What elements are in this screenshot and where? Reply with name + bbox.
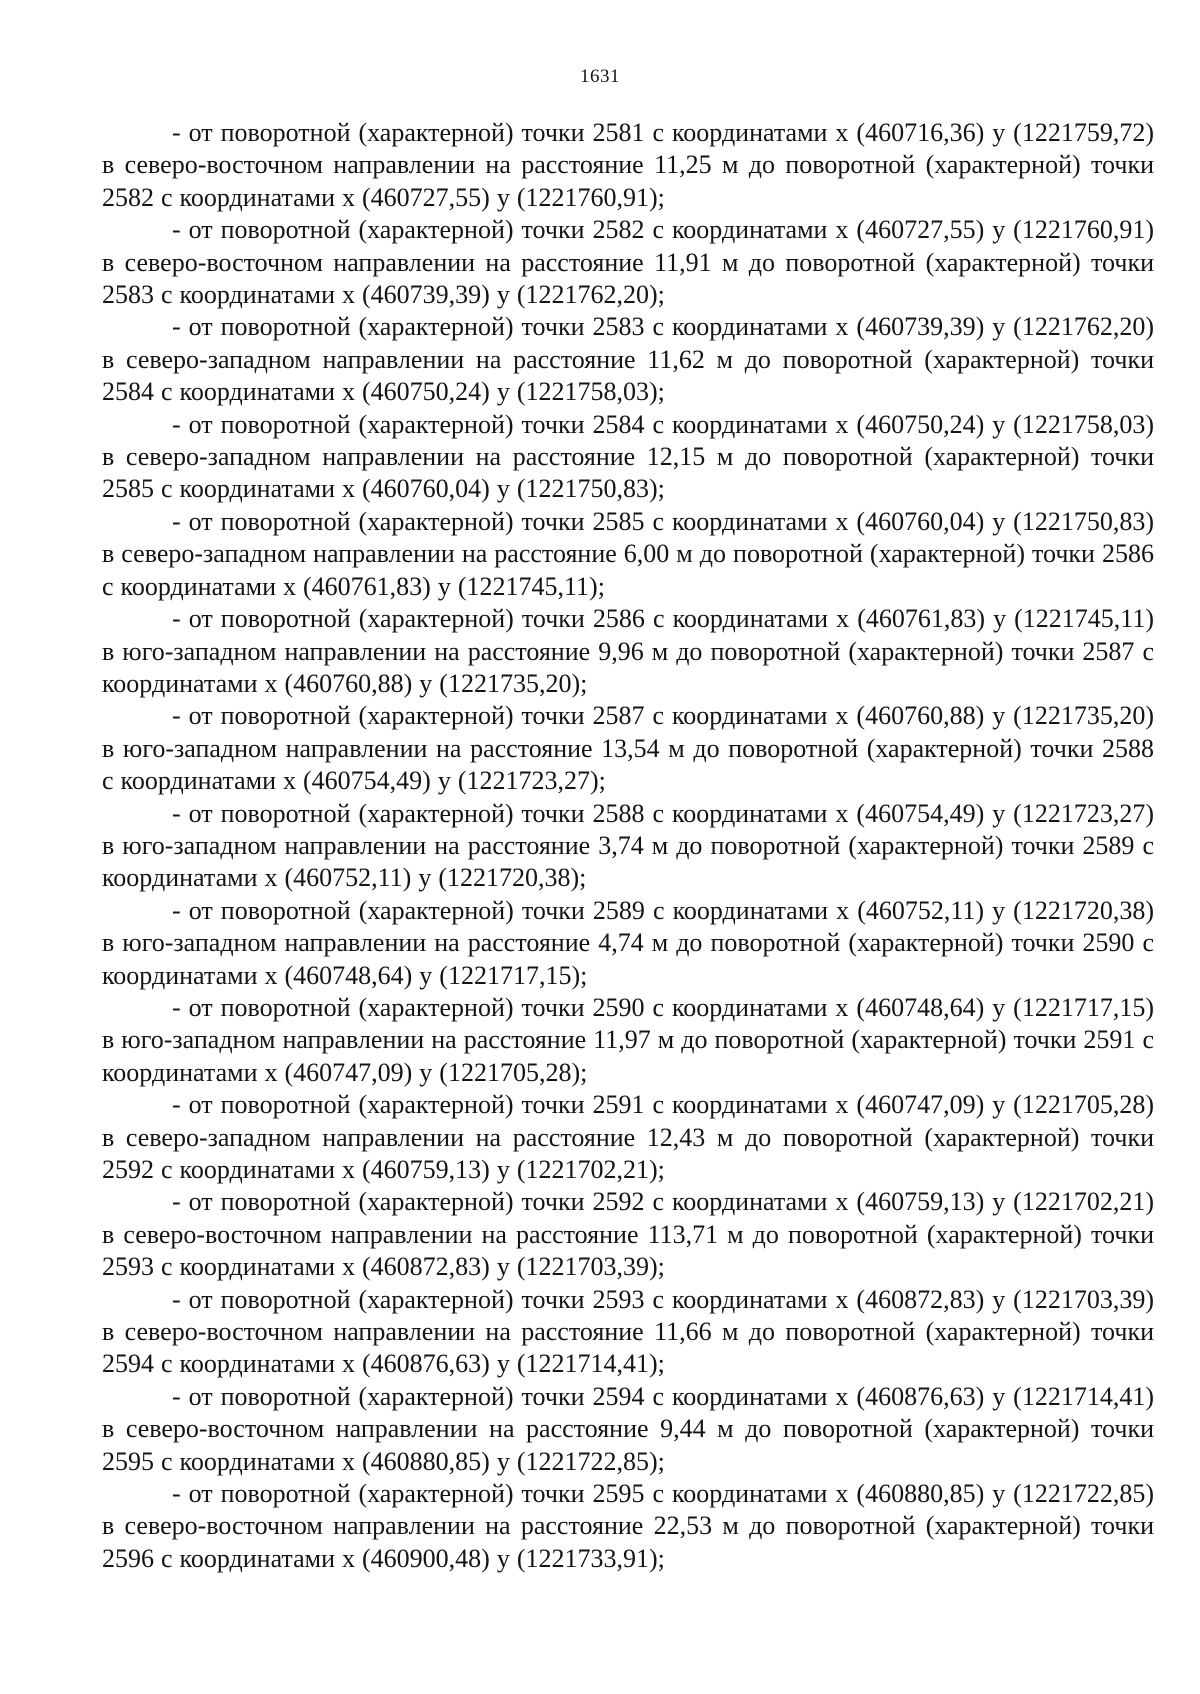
boundary-paragraph: - от поворотной (характерной) точки 2582 с координатами х (460727,55) у (1221760,91) в северо-восточном направлении на расстояние 11,91 м до поворотной (характерной) точки 2583 с координатами х (460739,39) у (1221762,20);: [102, 215, 1154, 310]
boundary-paragraph: - от поворотной (характерной) точки 2585 с координатами х (460760,04) у (1221750,83) в северо-западном направлении на расстояние 6,00 м до поворотной (характерной) точки 2586 с координатами х (460761,83) у (1221745,11);: [102, 506, 1154, 601]
boundary-paragraph: - от поворотной (характерной) точки 2583 с координатами х (460739,39) у (1221762,20) в северо-западном направлении на расстояние 11,62 м до поворотной (характерной) точки 2584 с координатами х (460750,24) у (1221758,03);: [102, 312, 1154, 407]
boundary-paragraph: - от поворотной (характерной) точки 2589 с координатами х (460752,11) у (1221720,38) в юго-западном направлении на расстояние 4,74 м до поворотной (характерной) точки 2590 с координатами х (460748,64) у (1221717,15);: [102, 895, 1154, 990]
boundary-paragraph: - от поворотной (характерной) точки 2586 с координатами х (460761,83) у (1221745,11) в юго-западном направлении на расстояние 9,96 м до поворотной (характерной) точки 2587 с координатами х (460760,88) у (1221735,20);: [102, 604, 1154, 698]
document-body: [102, 117, 1154, 1575]
boundary-paragraph: - от поворотной (характерной) точки 2588 с координатами х (460754,49) у (1221723,27) в юго-западном направлении на расстояние 3,74 м до поворотной (характерной) точки 2589 с координатами х (460752,11) у (1221720,38);: [102, 798, 1154, 893]
boundary-paragraph: - от поворотной (характерной) точки 2593 с координатами х (460872,83) у (1221703,39) в северо-восточном направлении на расстояние 11,66 м до поворотной (характерной) точки 2594 с координатами х (460876,63) у (1221714,41);: [102, 1284, 1154, 1379]
boundary-paragraph: - от поворотной (характерной) точки 2590 с координатами х (460748,64) у (1221717,15) в юго-западном направлении на расстояние 11,97 м до поворотной (характерной) точки 2591 с координатами х (460747,09) у (1221705,28);: [102, 992, 1154, 1087]
boundary-paragraph: - от поворотной (характерной) точки 2587 с координатами х (460760,88) у (1221735,20) в юго-западном направлении на расстояние 13,54 м до поворотной (характерной) точки 2588 с координатами х (460754,49) у (1221723,27);: [102, 701, 1154, 796]
boundary-paragraph: - от поворотной (характерной) точки 2584 с координатами х (460750,24) у (1221758,03) в северо-западном направлении на расстояние 12,15 м до поворотной (характерной) точки 2585 с координатами х (460760,04) у (1221750,83);: [102, 409, 1154, 504]
boundary-paragraph: - от поворотной (характерной) точки 2594 с координатами х (460876,63) у (1221714,41) в северо-восточном направлении на расстояние 9,44 м до поворотной (характерной) точки 2595 с координатами х (460880,85) у (1221722,85);: [102, 1381, 1154, 1476]
boundary-paragraph: - от поворотной (характерной) точки 2581 с координатами х (460716,36) у (1221759,72) в северо-восточном направлении на расстояние 11,25 м до поворотной (характерной) точки 2582 с координатами х (460727,55) у (1221760,91);: [102, 118, 1154, 212]
boundary-paragraph: - от поворотной (характерной) точки 2591 с координатами х (460747,09) у (1221705,28) в северо-западном направлении на расстояние 12,43 м до поворотной (характерной) точки 2592 с координатами х (460759,13) у (1221702,21);: [102, 1090, 1154, 1184]
boundary-paragraph: - от поворотной (характерной) точки 2595 с координатами х (460880,85) у (1221722,85) в северо-восточном направлении на расстояние 22,53 м до поворотной (характерной) точки 2596 с координатами х (460900,48) у (1221733,91);: [102, 1479, 1154, 1573]
page-number: 1631: [580, 66, 620, 87]
boundary-paragraph: - от поворотной (характерной) точки 2592 с координатами х (460759,13) у (1221702,21) в северо-восточном направлении на расстояние 113,71 м до поворотной (характерной) точки 2593 с координатами х (460872,83) у (1221703,39);: [102, 1187, 1154, 1282]
